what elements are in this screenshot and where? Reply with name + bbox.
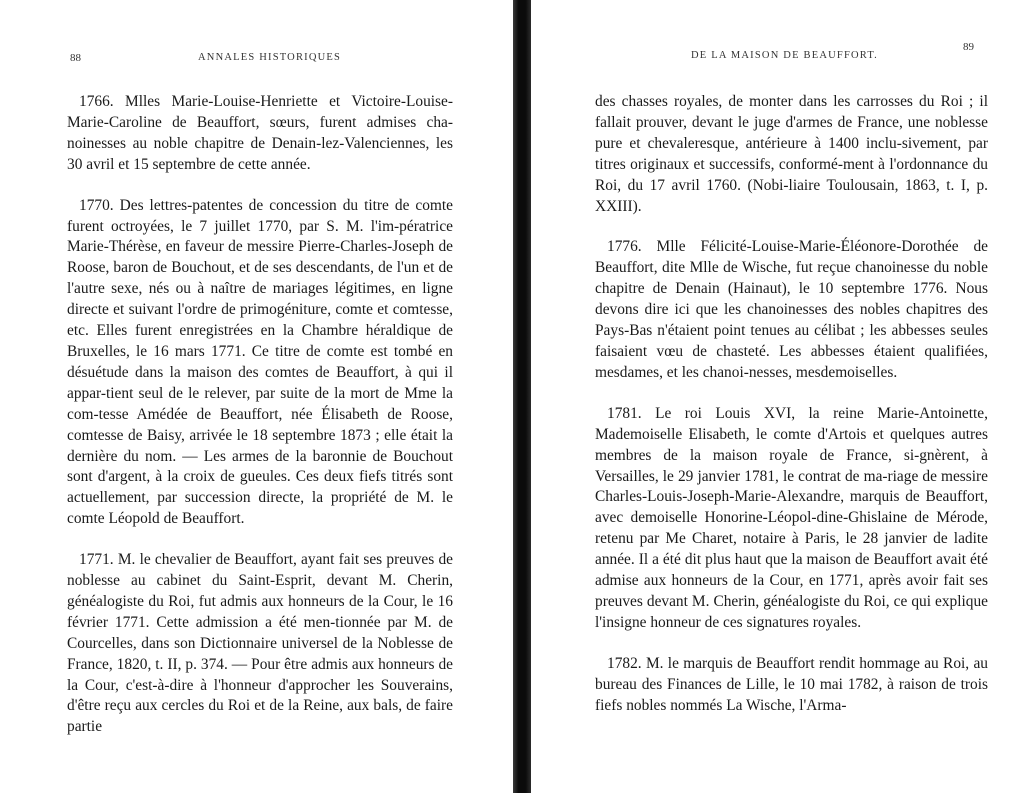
right-page-body [595,92,988,716]
paragraph-1781: 1781. Le roi Louis XVI, la reine Marie-Antoinette, Mademoiselle Elisabeth, le comte d'Artois et quelques autres membres de la maison royale de France, si-gnèrent, à Versailles, le 29 janvier 1781, le contrat de ma-riage de messire Charles-Louis-Joseph-Marie-Alexandre, marquis de Beauffort, avec demoiselle Honorine-Léopol-dine-Ghislaine de Mérode, retenu par Me Charet, notaire à Paris, le 28 janvier de ladite année. Il a été dit plus haut que la maison de Beauffort avait été admise aux honneurs de la Cour, en 1771, après avoir fait ses preuves devant M. Cherin, généalogiste du Roi, ce qui explique l'insigne honneur de ces signatures royales. [595,404,988,631]
paragraph-1771: 1771. M. le chevalier de Beauffort, ayant fait ses preuves de noblesse au cabinet du Saint-Esprit, devant M. Cherin, généalogiste du Roi, fut admis aux honneurs de la Cour, le 16 février 1771. Cette admission a été men-tionnée par M. de Courcelles, dans son Dictionnaire universel de la Noblesse de France, 1820, t. II, p. 374. — Pour être admis aux honneurs de la Cour, c'est-à-dire à l'honneur d'approcher les Souverains, d'être reçu aux cercles du Roi et de la Reine, aux bals, de faire partie [67,551,453,736]
paragraph-1782: 1782. M. le marquis de Beauffort rendit hommage au Roi, au bureau des Finances de Lille, le 10 mai 1782, à raison de trois fiefs nobles nommés La Wische, l'Arma- [595,654,988,714]
right-running-head: DE LA MAISON DE BEAUFFORT. [691,50,879,61]
right-page [531,0,1024,793]
left-page-body [67,92,453,738]
right-page-number: 89 [963,41,974,53]
paragraph-1770: 1770. Des lettres-patentes de concession du titre de comte furent octroyées, le 7 juillet 1770, par S. M. l'im-pératrice Marie-Thérèse, en faveur de messire Pierre-Charles-Joseph de Roose, baron de Bouchout, et de ses descendants, de l'un et de l'autre sexe, nés ou à naître de mariages légitimes, en ligne directe et suivant l'ordre de primogéniture, comte et comtesse, etc. Elles furent enregistrées en la Chambre héraldique de Bruxelles, le 16 mars 1771. Ce titre de comte est tombé en désuétude dans la maison des comtes de Beauffort, à qui il appar-tient seul de le relever, par suite de la mort de Mme la com-tesse Amédée de Beauffort, née Élisabeth de Roose, comtesse de Baisy, arrivée le 18 septembre 1873 ; elle était la dernière du nom. — Les armes de la baronnie de Bouchout sont d'argent, à la croix de gueules. Ces deux fiefs titrés sont actuellement, par succession directe, la propriété de M. le comte Léopold de Beauffort. [67,196,453,528]
left-page-number: 88 [70,52,81,64]
book-gutter [513,0,531,793]
paragraph-1766: 1766. Mlles Marie-Louise-Henriette et Victoire-Louise-Marie-Caroline de Beauffort, sœurs, furent admises cha-noinesses au noble chapitre de Denain-lez-Valenciennes, les 30 avril et 15 septembre de cette année. [67,93,453,173]
paragraph-1776: 1776. Mlle Félicité-Louise-Marie-Éléonore-Dorothée de Beauffort, dite Mlle de Wische, fut reçue chanoinesse du noble chapitre de Denain (Hainaut), le 10 septembre 1776. Nous devons dire ici que les chanoinesses des nobles chapitres des Pays-Bas n'étaient point tenues au célibat ; les abbesses seules faisaient vœu de chasteté. Les abbesses étaient qualifiées, mesdames, et les chanoi-nesses, mesdemoiselles. [595,238,988,381]
left-running-head: ANNALES HISTORIQUES [198,52,342,63]
paragraph-continuation: des chasses royales, de monter dans les carrosses du Roi ; il fallait prouver, devant le juge d'armes de France, une noblesse pure et chevaleresque, antérieure à 1400 inclu-sivement, par titres originaux et successifs, conformé-ment à l'ordonnance du Roi, du 17 avril 1760. (Nobi-liaire Toulousain, 1863, t. I, p. XXIII). [595,93,988,215]
